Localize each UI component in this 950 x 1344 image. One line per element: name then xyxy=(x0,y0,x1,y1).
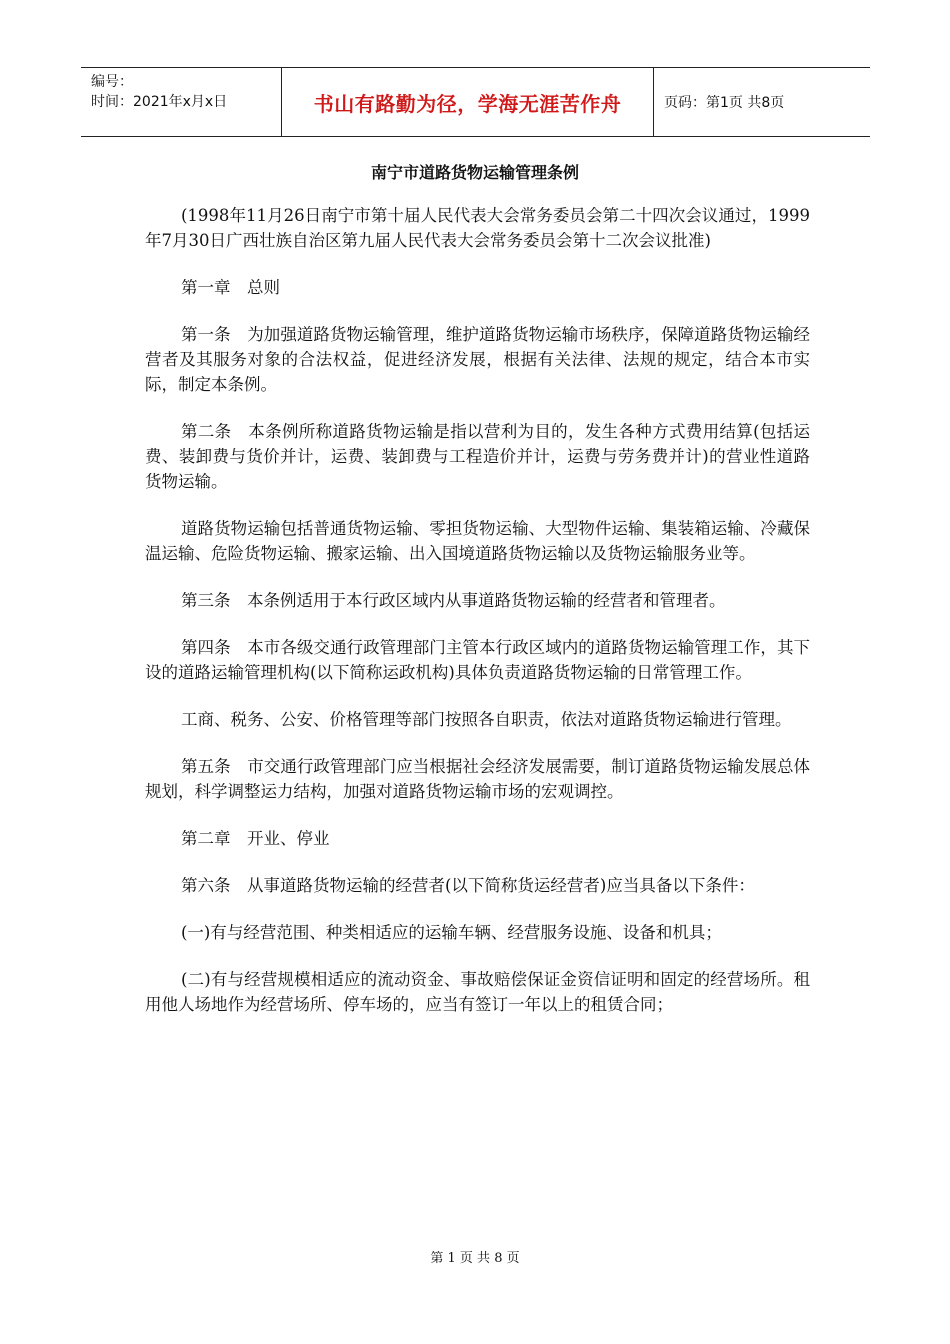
list-item: (二)有与经营规模相适应的流动资金、事故赔偿保证金资信证明和固定的经营场所。租用他人场地作为经营场所、停车场的，应当有签订一年以上的租赁合同； xyxy=(145,970,810,1014)
header-page-info: 页码：第1页 共8页 xyxy=(664,95,785,111)
chapter-heading-1: 第一章 总则 xyxy=(181,278,280,297)
paragraph: 工商、税务、公安、价格管理等部门按照各自职责，依法对道路货物运输进行管理。 xyxy=(181,710,792,729)
document-number-label: 编号： xyxy=(91,74,133,90)
header-meta xyxy=(81,68,281,136)
paragraph-article-2: 第二条 本条例所称道路货物运输是指以营利为目的，发生各种方式费用结算(包括运费、装卸费与货价并计，运费、装卸费与工程造价并计，运费与劳务费并计)的营业性道路货物运输。 xyxy=(145,422,810,491)
paragraph-article-1: 第一条 为加强道路货物运输管理，维护道路货物运输市场秩序，保障道路货物运输经营者及其服务对象的合法权益，促进经济发展，根据有关法律、法规的规定，结合本市实际，制定本条例。 xyxy=(145,325,810,394)
paragraph-article-6: 第六条 从事道路货物运输的经营者(以下简称货运经营者)应当具备以下条件： xyxy=(181,876,755,895)
paragraph-preamble: (1998年11月26日南宁市第十届人民代表大会常务委员会第二十四次会议通过，1999年7月30日广西壮族自治区第九届人民代表大会常务委员会第十二次会议批准) xyxy=(145,206,810,250)
paragraph-article-3: 第三条 本条例适用于本行政区域内从事道路货物运输的经营者和管理者。 xyxy=(181,591,726,610)
page-footer: 第 1 页 共 8 页 xyxy=(430,1251,520,1266)
paragraph-article-4: 第四条 本市各级交通行政管理部门主管本行政区域内的道路货物运输管理工作，其下设的道路运输管理机构(以下简称运政机构)具体负责道路货物运输的日常管理工作。 xyxy=(145,638,810,682)
list-item: (一)有与经营范围、种类相适应的运输车辆、经营服务设施、设备和机具； xyxy=(181,923,722,942)
header-motto: 书山有路勤为径，学海无涯苦作舟 xyxy=(281,68,654,136)
paragraph: 道路货物运输包括普通货物运输、零担货物运输、大型物件运输、集装箱运输、冷藏保温运输、危险货物运输、搬家运输、出入国境道路货物运输以及货物运输服务业等。 xyxy=(145,519,810,563)
document-title: 南宁市道路货物运输管理条例 xyxy=(370,163,579,182)
paragraph-article-5: 第五条 市交通行政管理部门应当根据社会经济发展需要，制订道路货物运输发展总体规划，科学调整运力结构，加强对道路货物运输市场的宏观调控。 xyxy=(145,757,810,801)
document-date-label: 时间：2021年x月x日 xyxy=(91,94,228,110)
document-body xyxy=(145,203,810,1039)
chapter-heading-2: 第二章 开业、停业 xyxy=(181,829,330,848)
page-header xyxy=(81,67,870,137)
